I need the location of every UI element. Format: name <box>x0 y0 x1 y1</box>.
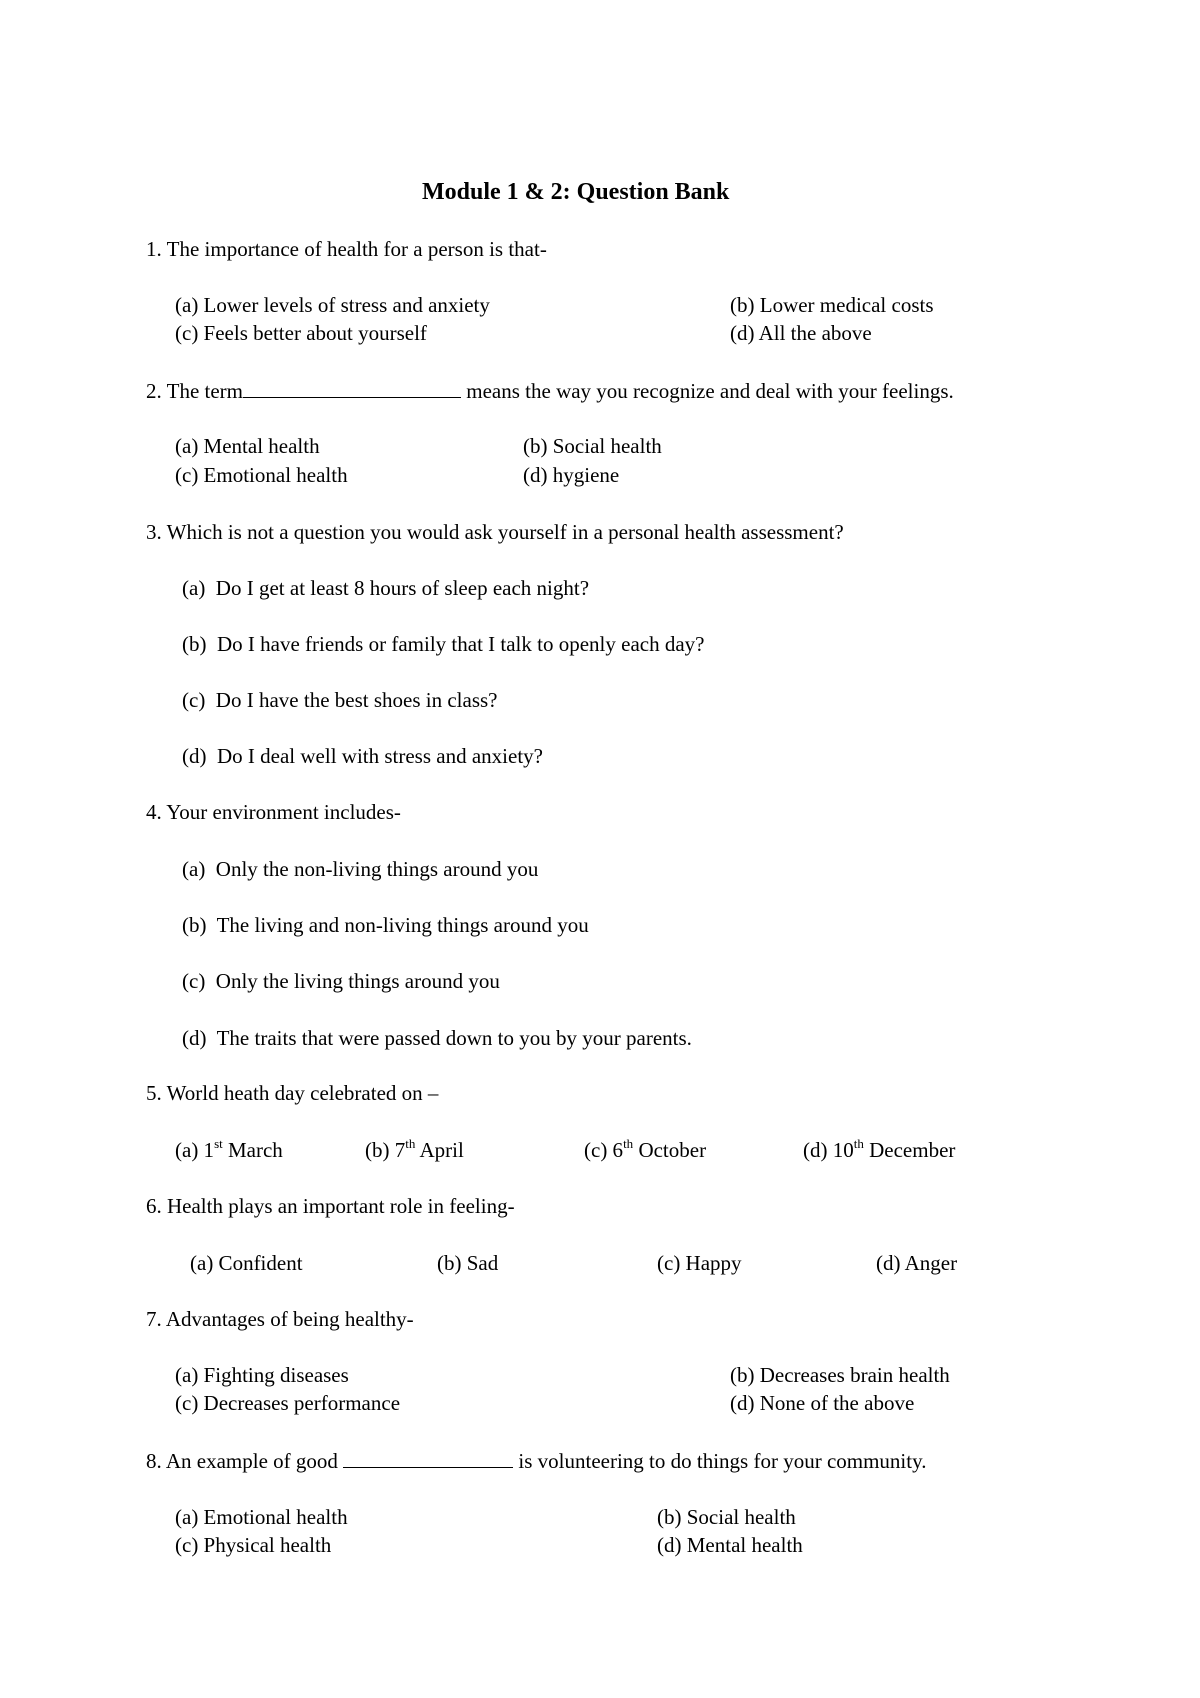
question-2-option-b: (b) Social health <box>523 434 662 458</box>
question-6-option-c: (c) Happy <box>657 1251 742 1275</box>
question-8-blank <box>343 1450 513 1468</box>
question-4-option-b: (b) The living and non-living things around you <box>182 913 589 937</box>
question-3-stem: 3. Which is not a question you would ask yourself in a personal health assessment? <box>146 520 844 544</box>
question-2-option-c: (c) Emotional health <box>175 463 348 487</box>
question-8-option-c: (c) Physical health <box>175 1533 332 1557</box>
question-8-stem <box>146 1450 927 1472</box>
question-1-stem: 1. The importance of health for a person is that- <box>146 237 547 261</box>
question-5-option-a: (a) 1st March <box>175 1136 283 1162</box>
question-1-option-a: (a) Lower levels of stress and anxiety <box>175 293 490 317</box>
question-7-stem: 7. Advantages of being healthy- <box>146 1307 414 1331</box>
page-title: Module 1 & 2: Question Bank <box>422 179 730 205</box>
question-6-option-b: (b) Sad <box>437 1251 499 1275</box>
question-2-stem-end: means the way you recognize and deal with your feelings. <box>466 379 954 403</box>
question-3-option-d: (d) Do I deal well with stress and anxiety? <box>182 744 543 768</box>
question-5-option-b: (b) 7th April <box>365 1136 464 1162</box>
question-3-option-b: (b) Do I have friends or family that I talk to openly each day? <box>182 632 705 656</box>
question-4-stem: 4. Your environment includes- <box>146 800 401 824</box>
question-3-option-a: (a) Do I get at least 8 hours of sleep each night? <box>182 576 590 600</box>
question-2-blank <box>243 380 461 398</box>
question-8-option-d: (d) Mental health <box>657 1533 803 1557</box>
question-1-option-c: (c) Feels better about yourself <box>175 321 427 345</box>
question-8-option-b: (b) Social health <box>657 1505 796 1529</box>
question-4-option-d: (d) The traits that were passed down to you by your parents. <box>182 1026 692 1050</box>
question-7-option-a: (a) Fighting diseases <box>175 1363 349 1387</box>
question-5-option-c: (c) 6th October <box>584 1136 707 1162</box>
question-1-option-b: (b) Lower medical costs <box>730 293 934 317</box>
question-6-stem: 6. Health plays an important role in feeling- <box>146 1194 515 1218</box>
question-6-option-d: (d) Anger <box>876 1251 958 1275</box>
question-2-option-a: (a) Mental health <box>175 434 320 458</box>
question-5-option-d: (d) 10th December <box>803 1136 956 1162</box>
question-2-stem <box>146 380 954 402</box>
question-6-option-a: (a) Confident <box>190 1251 303 1275</box>
question-7-option-d: (d) None of the above <box>730 1391 915 1415</box>
question-8-option-a: (a) Emotional health <box>175 1505 348 1529</box>
question-8-stem-start: 8. An example of good <box>146 1449 338 1473</box>
question-5-stem: 5. World heath day celebrated on – <box>146 1081 439 1105</box>
question-7-option-c: (c) Decreases performance <box>175 1391 401 1415</box>
question-7-option-b: (b) Decreases brain health <box>730 1363 950 1387</box>
question-2-option-d: (d) hygiene <box>523 463 620 487</box>
question-3-option-c: (c) Do I have the best shoes in class? <box>182 688 498 712</box>
question-4-option-a: (a) Only the non-living things around you <box>182 857 539 881</box>
question-1-option-d: (d) All the above <box>730 321 872 345</box>
question-2-stem-start: 2. The term <box>146 379 244 403</box>
question-4-option-c: (c) Only the living things around you <box>182 969 500 993</box>
question-8-stem-end: is volunteering to do things for your community. <box>518 1449 927 1473</box>
